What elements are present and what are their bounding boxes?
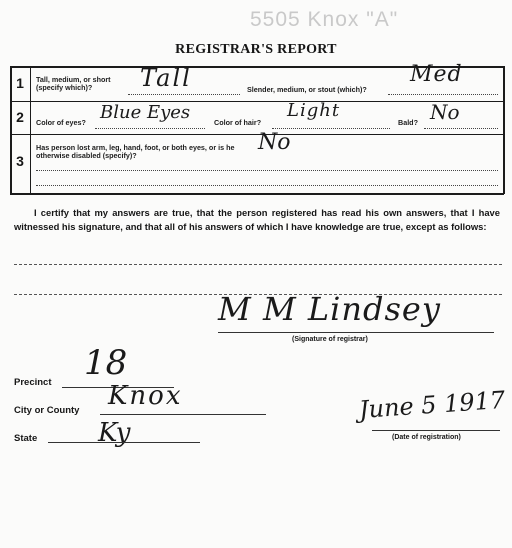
table-right-border xyxy=(503,66,505,194)
build-value: Med xyxy=(410,62,463,87)
row-number-2: 2 xyxy=(16,109,24,125)
precinct-label: Precinct xyxy=(14,377,52,388)
date-caption: (Date of registration) xyxy=(392,434,461,441)
state-value: Ky xyxy=(98,418,131,448)
bald-value: No xyxy=(430,100,460,124)
table-bottom-border xyxy=(10,193,504,195)
height-value: Tall xyxy=(140,64,192,92)
report-title: REGISTRAR'S REPORT xyxy=(175,42,337,57)
hair-value: Light xyxy=(287,100,341,121)
signature-line xyxy=(218,332,494,333)
city-county-value: Knox xyxy=(108,381,183,411)
certification-text: I certify that my answers are true, that the person registered has read his own answers, that I have witnessed his signature, and that all of his answers of which I have knowledge are true, except as follows: xyxy=(14,207,500,232)
disabled-label: Has person lost arm, leg, hand, foot, or both eyes, or is he otherwise disabled (specify)? xyxy=(36,143,235,160)
disabled-value: No xyxy=(258,130,291,155)
height-line xyxy=(128,94,240,95)
registrar-signature: M M Lindsey xyxy=(218,290,441,328)
row-number-3: 3 xyxy=(16,153,24,169)
city-county-label: City or County xyxy=(14,405,80,416)
number-column-divider xyxy=(30,66,31,194)
eyes-line xyxy=(95,128,205,129)
eyes-label: Color of eyes? xyxy=(36,118,86,127)
exception-line-1 xyxy=(14,264,502,265)
hair-line xyxy=(272,128,390,129)
build-label: Slender, medium, or stout (which)? xyxy=(247,85,367,94)
date-line xyxy=(372,430,500,431)
row-divider-2 xyxy=(10,134,504,135)
disabled-line-1 xyxy=(36,170,498,171)
precinct-value: 18 xyxy=(84,343,128,383)
row-number-1: 1 xyxy=(16,75,24,91)
state-line xyxy=(48,442,200,443)
signature-caption: (Signature of registrar) xyxy=(292,336,368,343)
bald-line xyxy=(424,128,498,129)
state-label: State xyxy=(14,433,38,444)
file-stamp: 5505 Knox "A" xyxy=(250,8,399,31)
build-line xyxy=(388,94,498,95)
eyes-value: Blue Eyes xyxy=(100,102,191,123)
city-county-line xyxy=(100,414,266,415)
bald-label: Bald? xyxy=(398,118,418,127)
disabled-line-2 xyxy=(36,185,498,186)
height-label: Tall, medium, or short (specify which)? xyxy=(36,75,111,92)
registration-date: June 5 1917 xyxy=(358,385,506,424)
hair-label: Color of hair? xyxy=(214,118,262,127)
